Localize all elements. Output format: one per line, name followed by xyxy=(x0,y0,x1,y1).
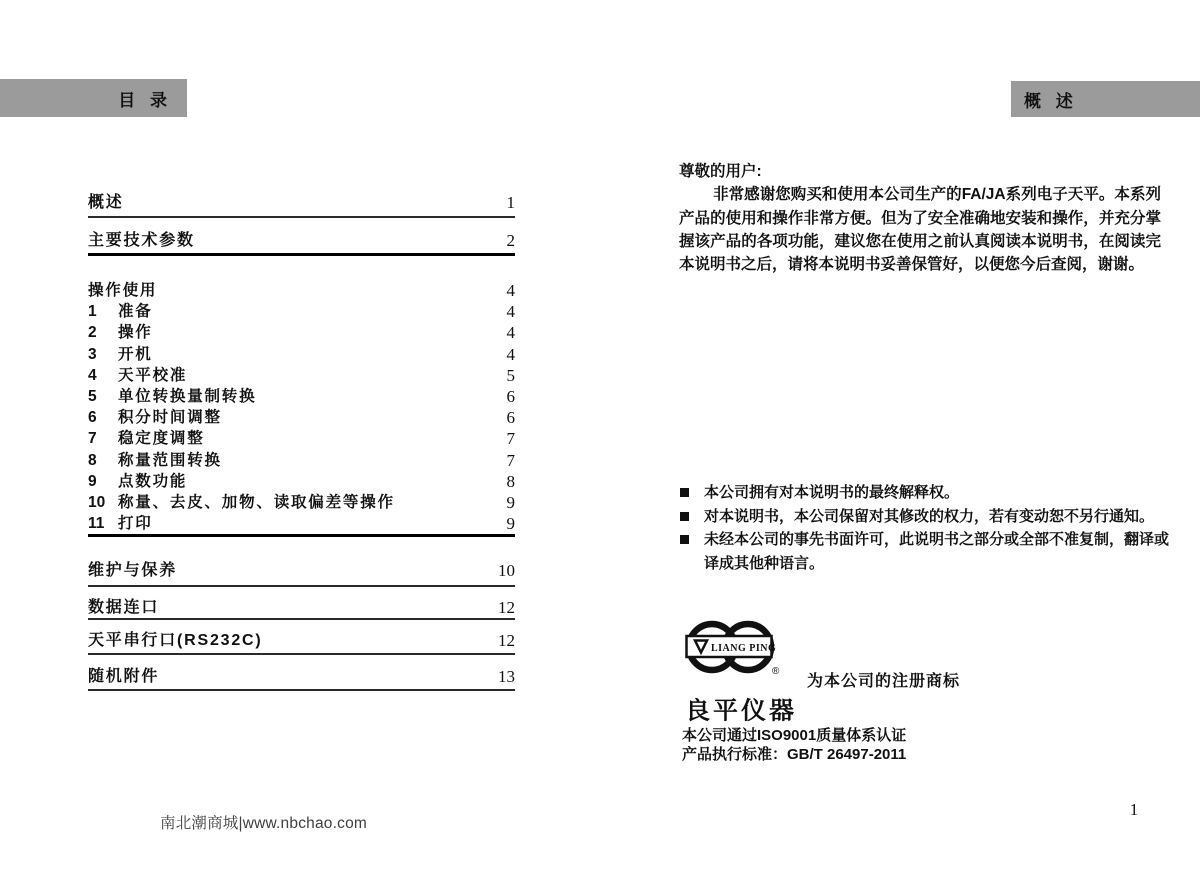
square-bullet-icon xyxy=(680,488,689,497)
toc-entry-label: 打印 xyxy=(118,515,153,533)
toc-entry-label: 点数功能 xyxy=(118,472,188,490)
toc-entry xyxy=(88,280,515,301)
legal-note-item xyxy=(679,528,1174,575)
toc-entry-page: 2 xyxy=(506,231,515,250)
toc-entry xyxy=(88,407,515,428)
cert-line-standard: 产品执行标准：GB/T 26497-2011 xyxy=(682,745,907,763)
legal-note-item xyxy=(679,481,1174,505)
toc-bottom-sections xyxy=(88,561,515,691)
toc-entry xyxy=(88,193,515,218)
toc-entry-number: 7 xyxy=(88,430,97,448)
toc-entry-number: 9 xyxy=(88,472,97,490)
toc-entry xyxy=(88,667,515,691)
toc-entry-number: 5 xyxy=(88,387,97,405)
toc-entry-page: 9 xyxy=(506,514,515,534)
toc-top-sections xyxy=(88,193,515,256)
overview-header-bar xyxy=(1011,81,1200,117)
legal-note-item xyxy=(679,505,1174,529)
trademark-block xyxy=(685,616,1165,726)
toc-entry-label: 天平串行口(RS232C) xyxy=(88,632,263,650)
toc-entry-label: 称量范围转换 xyxy=(118,451,222,469)
toc-entry xyxy=(88,513,515,534)
toc-entry-page: 10 xyxy=(498,561,515,581)
toc-entry xyxy=(88,301,515,322)
legal-note-text: 对本说明书，本公司保留对其修改的权力，若有变动恕不另行通知。 xyxy=(704,507,1155,525)
toc-entry-label: 开机 xyxy=(118,345,153,363)
toc-entry xyxy=(88,561,515,587)
toc-entry-page: 12 xyxy=(498,598,515,618)
toc-entry xyxy=(88,231,515,256)
watermark-footer: 南北潮商城|www.nbchao.com xyxy=(160,815,367,832)
toc-entry-number: 1 xyxy=(88,303,97,321)
toc-entry-label: 数据连口 xyxy=(88,599,160,617)
toc-entry-number: 4 xyxy=(88,366,97,384)
toc-entry-page: 6 xyxy=(506,408,515,428)
logo-banner-text: LIANG PING xyxy=(711,643,777,654)
toc-entry-page: 8 xyxy=(506,471,515,491)
toc-entry-label: 天平校准 xyxy=(118,366,188,384)
square-bullet-icon xyxy=(680,535,689,544)
toc-entry-page: 12 xyxy=(498,631,515,651)
square-bullet-icon xyxy=(680,512,689,521)
toc-entry xyxy=(88,492,515,513)
trademark-note: 为本公司的注册商标 xyxy=(807,673,961,690)
overview-header-label: 概 述 xyxy=(1024,91,1078,111)
toc-entry-page: 1 xyxy=(506,193,515,212)
page-number: 1 xyxy=(1129,800,1139,819)
toc-entry-label: 操作 xyxy=(118,324,153,342)
toc-entry-number: 2 xyxy=(88,324,97,342)
toc-entry xyxy=(88,322,515,343)
toc-entry xyxy=(88,365,515,386)
toc-entry xyxy=(88,450,515,471)
salutation: 尊敬的用户: xyxy=(679,163,762,180)
toc-chapter-group xyxy=(88,280,515,537)
legal-notes xyxy=(679,481,1174,575)
toc-entry xyxy=(88,428,515,449)
toc-entry xyxy=(88,631,515,655)
toc-entry-page: 6 xyxy=(506,386,515,406)
toc-entry-label: 称量、去皮、加物、读取偏差等操作 xyxy=(118,493,395,511)
certifications xyxy=(682,727,906,764)
toc-header-bar xyxy=(0,79,187,117)
toc-entry-label: 维护与保养 xyxy=(88,562,178,580)
toc-entry-page: 4 xyxy=(506,302,515,322)
logo-wordmark: 良平仪器 xyxy=(685,697,798,725)
toc-entry-page: 4 xyxy=(506,281,515,300)
toc-entry-label: 单位转换量制转换 xyxy=(118,387,257,405)
toc-entry-page: 5 xyxy=(506,365,515,385)
intro-paragraph: 非常感谢您购买和使用本公司生产的FA/JA系列电子天平。本系列产品的使用和操作非常方便。但为了安全准确地安装和操作，并充分掌握该产品的各项功能，建议您在使用之前认真阅读本说明书，在阅读完本说明书之后，请将本说明书妥善保管好，以便您今后查阅，谢谢。 xyxy=(679,186,1161,274)
toc-entry-page: 7 xyxy=(506,429,515,449)
legal-note-text: 本公司拥有对本说明书的最终解释权。 xyxy=(704,484,960,501)
legal-note-text: 未经本公司的事先书面许可，此说明书之部分或全部不准复制，翻译或译成其他种语言。 xyxy=(704,531,1170,572)
toc-entry-number: 11 xyxy=(88,515,105,533)
toc-entry-label: 准备 xyxy=(118,303,153,321)
toc-entry-number: 10 xyxy=(88,493,106,511)
toc-header-label: 目 录 xyxy=(118,90,172,110)
toc-entry-number: 8 xyxy=(88,451,97,469)
toc-entry xyxy=(88,471,515,492)
toc-entry-label: 稳定度调整 xyxy=(118,430,205,448)
cert-line-iso: 本公司通过ISO9001质量体系认证 xyxy=(682,727,907,744)
toc-entry-page: 7 xyxy=(506,450,515,470)
toc-entry-number: 6 xyxy=(88,409,97,427)
toc-entry-label: 随机附件 xyxy=(88,668,160,686)
table-of-contents xyxy=(88,193,515,691)
overview-intro xyxy=(679,160,1161,276)
registered-trademark-icon: ® xyxy=(772,666,780,677)
toc-entry xyxy=(88,344,515,365)
toc-entry-page: 13 xyxy=(498,667,515,687)
toc-entry xyxy=(88,386,515,407)
toc-entry-number: 3 xyxy=(88,345,97,363)
toc-entry-label: 操作使用 xyxy=(88,282,158,299)
liangping-rings-logo-icon xyxy=(685,616,784,688)
toc-entry xyxy=(88,598,515,620)
toc-entry-page: 4 xyxy=(506,344,515,364)
toc-entry-label: 主要技术参数 xyxy=(88,232,195,249)
toc-entry-label: 积分时间调整 xyxy=(118,409,222,427)
toc-entry-page: 4 xyxy=(506,323,515,343)
toc-entry-label: 概述 xyxy=(88,194,124,211)
toc-entry-page: 9 xyxy=(506,492,515,512)
